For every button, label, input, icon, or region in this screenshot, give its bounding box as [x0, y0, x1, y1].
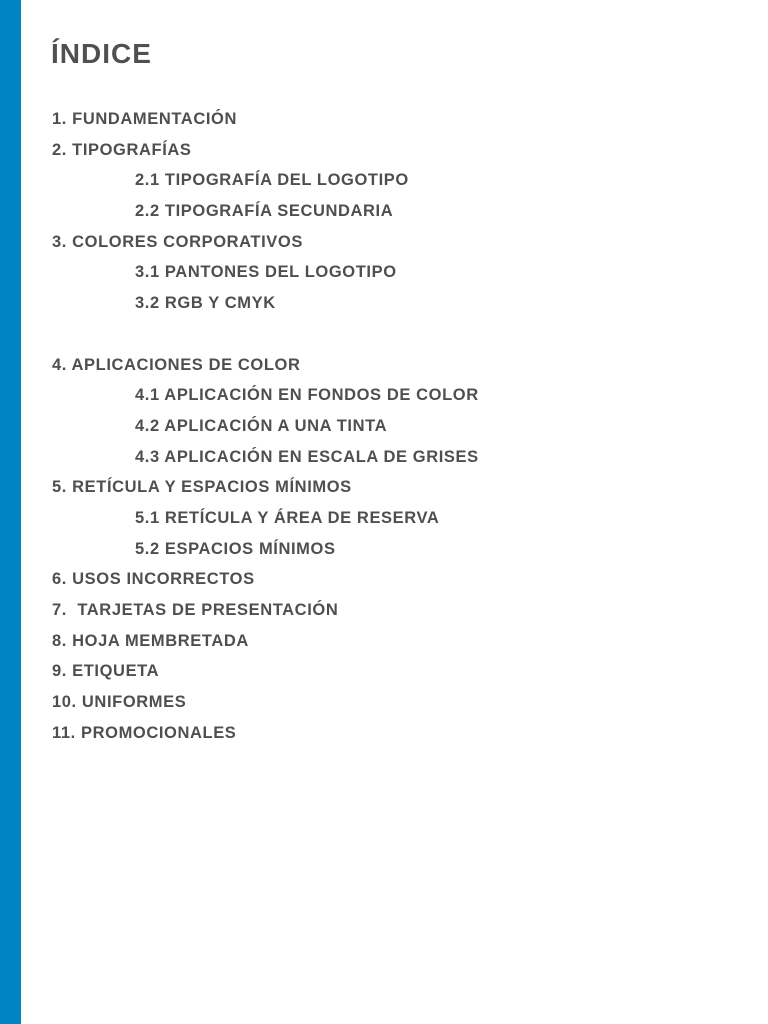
toc-subitem-una-tinta: 4.2 APLICACIÓN A UNA TINTA — [135, 416, 388, 435]
toc-item-tarjetas-presentacion: 7. TARJETAS DE PRESENTACIÓN — [52, 601, 339, 619]
toc-subitem-rgb-cmyk: 3.2 RGB Y CMYK — [135, 294, 276, 313]
toc-item-promocionales: 11. PROMOCIONALES — [52, 723, 237, 742]
table-of-contents — [52, 104, 479, 748]
toc-subitem-espacios-minimos: 5.2 ESPACIOS MÍNIMOS — [135, 539, 336, 558]
toc-item-aplicaciones-color: 4. APLICACIONES DE COLOR — [52, 355, 301, 374]
toc-subitem-fondos-color: 4.1 APLICACIÓN EN FONDOS DE COLOR — [135, 386, 479, 405]
toc-spacer — [52, 319, 479, 350]
toc-subitem-reticula-reserva: 5.1 RETÍCULA Y ÁREA DE RESERVA — [135, 508, 440, 527]
toc-item-fundamentacion: 1. FUNDAMENTACIÓN — [52, 110, 237, 128]
toc-item-reticula-espacios: 5. RETÍCULA Y ESPACIOS MÍNIMOS — [52, 478, 352, 497]
page-title: ÍNDICE — [51, 38, 152, 69]
toc-subitem-pantones-logotipo: 3.1 PANTONES DEL LOGOTIPO — [135, 263, 397, 282]
toc-subitem-tipografia-logotipo: 2.1 TIPOGRAFÍA DEL LOGOTIPO — [135, 171, 409, 190]
toc-item-usos-incorrectos: 6. USOS INCORRECTOS — [52, 570, 255, 589]
toc-item-tipografias: 2. TIPOGRAFÍAS — [52, 140, 192, 159]
toc-item-uniformes: 10. UNIFORMES — [52, 693, 187, 712]
toc-subitem-escala-grises: 4.3 APLICACIÓN EN ESCALA DE GRISES — [135, 447, 479, 466]
toc-subitem-tipografia-secundaria: 2.2 TIPOGRAFÍA SECUNDARIA — [135, 202, 394, 221]
accent-side-bar — [0, 0, 21, 1024]
toc-item-colores-corporativos: 3. COLORES CORPORATIVOS — [52, 232, 303, 251]
toc-item-etiqueta: 9. ETIQUETA — [52, 662, 160, 681]
toc-item-hoja-membretada: 8. HOJA MEMBRETADA — [52, 631, 249, 650]
